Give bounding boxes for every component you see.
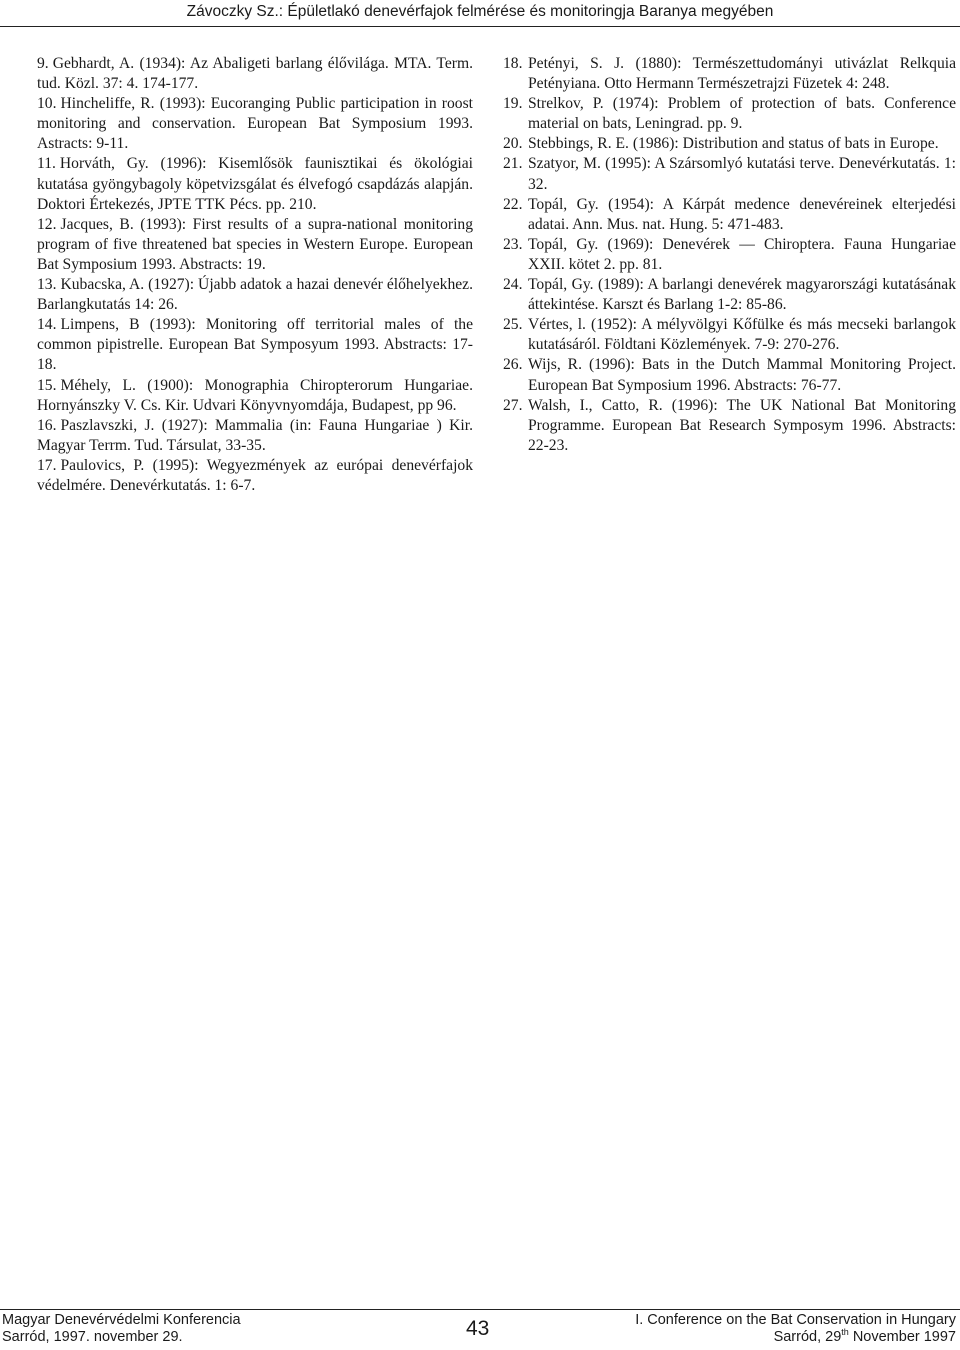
- footer-date-hu: Sarród, 1997. november 29.: [2, 1329, 183, 1345]
- reference-list-left: [37, 54, 473, 496]
- reference-item: [503, 315, 956, 355]
- reference-number: 13.: [37, 276, 57, 294]
- reference-text: Walsh, I., Catto, R. (1996): The UK National Bat Monitoring Programme. European Bat Research Symposym 1996. Abstracts: 22-23.: [528, 396, 956, 454]
- footer-date-en: [635, 1329, 956, 1346]
- reference-number: 25.: [503, 316, 523, 334]
- reference-item: [37, 275, 473, 315]
- reference-number: 21.: [503, 155, 523, 173]
- reference-item: [503, 355, 956, 395]
- reference-item: [37, 215, 473, 275]
- reference-text: Gebhardt, A. (1934): Az Abaligeti barlang élővilága. MTA. Term. tud. Közl. 37: 4. 174-177.: [37, 55, 473, 93]
- reference-number: 18.: [503, 55, 523, 72]
- reference-text: Szatyor, M. (1995): A Szársomlyó kutatási terve. Denevérkutatás. 1: 32.: [528, 155, 956, 193]
- reference-text: Topál, Gy. (1954): A Kárpát medence denevéreinek elterjedési adatai. Ann. Mus. nat. Hung. 5: 471-483.: [528, 195, 956, 233]
- reference-number: 16.: [37, 416, 57, 434]
- reference-item: [503, 195, 956, 235]
- reference-item: [37, 456, 473, 496]
- reference-text: Kubacska, A. (1927): Újabb adatok a hazai denevér élőhelyekhez. Barlangkutatás 14: 26.: [37, 276, 473, 314]
- reference-item: [503, 134, 956, 154]
- reference-text: Wijs, R. (1996): Bats in the Dutch Mammal Monitoring Project. European Bat Symposium 1996. Abstracts: 76-77.: [528, 356, 956, 394]
- reference-list-right: [503, 54, 956, 456]
- reference-item: [37, 315, 473, 375]
- reference-number: 24.: [503, 276, 523, 294]
- reference-number: 9.: [37, 55, 49, 72]
- reference-text: Vértes, l. (1952): A mélyvölgyi Kőfülke és más mecseki barlangok kutatásáról. Földtani Közlemények. 7-9: 270-276.: [528, 316, 956, 354]
- footer-conference-en: I. Conference on the Bat Conservation in Hungary: [635, 1312, 956, 1328]
- reference-number: 17.: [37, 456, 57, 474]
- reference-item: [503, 54, 956, 94]
- footer-conference-hu: Magyar Denevérvédelmi Konferencia: [2, 1312, 241, 1328]
- reference-item: [503, 275, 956, 315]
- footer-date-en-pre: Sarród, 29: [773, 1329, 842, 1345]
- page-number: 43: [466, 1317, 490, 1340]
- reference-text: Topál, Gy. (1989): A barlangi denevérek magyarországi kutatásának áttekintése. Karszt és Barlang 1-2: 85-86.: [528, 276, 956, 314]
- reference-number: 14.: [37, 316, 57, 334]
- reference-item: [503, 154, 956, 194]
- reference-text: Horváth, Gy. (1996): Kisemlősök faunisztikai és ökológiai kutatása gyöngybagoly köpetvizsgálat és élvefogó csapdázás alapján. Doktori Értekezés, JPTE TTK Pécs. pp. 210.: [37, 155, 473, 213]
- reference-text: Méhely, L. (1900): Monographia Chiropterorum Hungariae. Hornyánszky V. Cs. Kir. Udvari Könyvnyomdája, Budapest, pp 96.: [37, 376, 473, 414]
- reference-number: 10.: [37, 95, 57, 113]
- reference-item: [37, 416, 473, 456]
- header-title: Závoczky Sz.: Épületlakó denevérfajok felmérése és monitoringja Baranya megyében: [186, 3, 774, 20]
- reference-text: Jacques, B. (1993): First results of a supra-national monitoring program of five threatened bat species in Western Europe. European Bat Symposium 1993. Abstracts: 19.: [37, 215, 473, 273]
- footer-left: [2, 1312, 241, 1346]
- reference-text: Paszlavszki, J. (1927): Mammalia (in: Fauna Hungariae ) Kir. Magyar Terrm. Tud. Társulat, 33-35.: [37, 416, 473, 454]
- reference-number: 26.: [503, 356, 523, 374]
- running-header: [0, 0, 960, 27]
- reference-number: 15.: [37, 376, 57, 394]
- reference-text: Stebbings, R. E. (1986): Distribution and status of bats in Europe.: [528, 135, 939, 153]
- page-footer: [0, 1309, 960, 1350]
- reference-text: Paulovics, P. (1995): Wegyezmények az európai denevérfajok védelmére. Denevérkutatás. 1: 6-7.: [37, 456, 473, 494]
- reference-item: [37, 54, 473, 94]
- reference-item: [37, 376, 473, 416]
- footer-date-en-post: November 1997: [848, 1329, 956, 1345]
- reference-number: 22.: [503, 195, 523, 213]
- reference-text: Topál, Gy. (1969): Denevérek — Chiroptera. Fauna Hungariae XXII. kötet 2. pp. 81.: [528, 235, 956, 273]
- reference-text: Limpens, B (1993): Monitoring off territorial males of the common pipistrelle. European Bat Symposyum 1993. Abstracts: 17-18.: [37, 316, 473, 374]
- reference-number: 23.: [503, 235, 523, 253]
- footer-right: [635, 1312, 956, 1346]
- references-right-column: [503, 54, 956, 456]
- reference-number: 11.: [37, 155, 56, 173]
- reference-item: [503, 396, 956, 456]
- reference-number: 20.: [503, 135, 523, 153]
- reference-number: 19.: [503, 95, 523, 113]
- reference-item: [37, 154, 473, 214]
- reference-text: Petényi, S. J. (1880): Természettudományi utivázlat Relkquia Petényiana. Otto Hermann Természetrajzi Füzetek 4: 248.: [528, 55, 956, 93]
- reference-number: 27.: [503, 396, 523, 414]
- references-left-column: [37, 54, 473, 496]
- reference-number: 12.: [37, 215, 57, 233]
- reference-text: Hincheliffe, R. (1993): Eucoranging Public participation in roost monitoring and conservation. European Bat Symposium 1993. Astracts: 9-11.: [37, 95, 473, 153]
- footer-date-en-sup: th: [841, 1327, 849, 1337]
- reference-item: [37, 94, 473, 154]
- reference-text: Strelkov, P. (1974): Problem of protection of bats. Conference material on bats, Leningrad. pp. 9.: [528, 95, 956, 133]
- reference-item: [503, 94, 956, 134]
- reference-item: [503, 235, 956, 275]
